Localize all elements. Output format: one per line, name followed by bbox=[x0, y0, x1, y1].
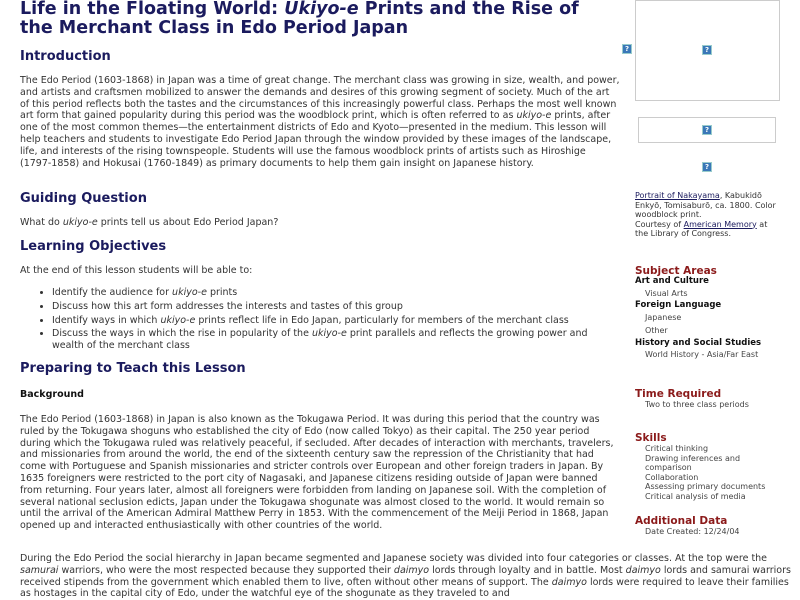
list-item: • Identify the audience for ukiyo-e prints bbox=[52, 287, 622, 299]
subject-item: World History - Asia/Far East bbox=[645, 350, 759, 359]
objectives-lead: At the end of this lesson students will be able to: bbox=[20, 265, 253, 276]
time-required bbox=[635, 388, 790, 410]
italic: ukiyo-e bbox=[516, 110, 552, 122]
background-text: The Edo Period (1603-1868) in Japan is also known as the Tokugawa Period. It was during this period that the country was ruled by the Tokugawa shoguns who established the city of Edo (now called Tokyo) as their capital. The 250 year period during which the Tokugawa ruled was relatively peaceful, if secluded. After decades of interaction with merchants, travelers, and missionaries from around the world, the end of the sixteenth century saw the repression of the Christianity that had come with Portuguese and Spanish missionaries and stricter controls over European and other foreign traders in Japan. By 1635 foreigners were restricted to the port city of Nagasaki, and Japanese citizens residing outside of Japan were banned from returning. Four years later, almost all foreigners were forbidden from landing on Japanese soil. With the completion of several national seclusion edicts, Japan under the Tokugawa shogunate was almost closed to the world. It would remain so until the arrival of the American Admiral Matthew Perry in 1853. With the commencement of the Meiji Period in 1868, Japan opened up and interacted enthusiastically with other countries of the world. bbox=[20, 414, 614, 532]
text: prints tell us about Edo Period Japan? bbox=[97, 217, 279, 228]
skill-item: Collaboration bbox=[645, 472, 699, 482]
time-required-value: Two to three class periods bbox=[645, 400, 749, 409]
skill-item: Critical thinking bbox=[645, 444, 709, 453]
preparing-heading: Preparing to Teach this Lesson bbox=[20, 361, 246, 376]
broken-image-icon: ? bbox=[702, 45, 712, 55]
list-item: • Discuss how this art form addresses the interests and tastes of this group bbox=[52, 301, 622, 313]
learning-objectives-heading: Learning Objectives bbox=[20, 239, 167, 254]
broken-image-icon: ? bbox=[702, 125, 712, 135]
guiding-question-heading: Guiding Question bbox=[20, 191, 147, 206]
title-text: Life in the Floating World: bbox=[20, 0, 285, 19]
image-caption: Portrait of Nakayama, Kabukidō Enkyō, Tomisaburō, ca. 1800. Color woodblock print. Courtesy of American Memory at the Library of Congress. bbox=[635, 191, 776, 238]
time-required-heading: Time Required bbox=[635, 388, 722, 400]
broken-image-icon: ? bbox=[702, 162, 712, 172]
portrait-link[interactable]: Portrait of Nakayama bbox=[635, 191, 720, 200]
broken-image-icon: ? bbox=[622, 44, 632, 54]
subject-item: Japanese bbox=[645, 312, 682, 322]
american-memory-link[interactable]: American Memory bbox=[683, 219, 757, 229]
list-item: • Discuss the ways in which the rise in popularity of the ukiyo-e print parallels and reflects the growing power and wealth of the merchant class bbox=[52, 328, 622, 352]
subject-areas-heading: Subject Areas bbox=[635, 265, 717, 277]
subject-item: Other bbox=[645, 326, 668, 335]
skills bbox=[635, 432, 775, 501]
guiding-question-text bbox=[20, 217, 620, 229]
subject-item: Visual Arts bbox=[645, 288, 688, 298]
additional-data bbox=[635, 515, 790, 537]
additional-data-heading: Additional Data bbox=[635, 515, 728, 527]
subject-group: History and Social Studies bbox=[635, 337, 762, 348]
page-title bbox=[20, 0, 600, 38]
subject-group: Art and Culture bbox=[635, 276, 709, 286]
objectives-list bbox=[52, 287, 622, 354]
list-item: • Identify ways in which ukiyo-e prints reflect life in Edo Japan, particularly for members of the merchant class bbox=[52, 315, 622, 327]
background-subheading: Background bbox=[20, 389, 84, 400]
introduction-heading: Introduction bbox=[20, 49, 111, 64]
italic: ukiyo-e bbox=[62, 217, 98, 228]
skills-heading: Skills bbox=[635, 432, 667, 444]
skill-item: Drawing inferences and comparison bbox=[645, 453, 741, 472]
skill-item: Critical analysis of media bbox=[645, 491, 746, 501]
subject-areas bbox=[635, 265, 790, 360]
skill-item: Assessing primary documents bbox=[645, 482, 766, 491]
title-italic: Ukiyo-e bbox=[284, 0, 359, 19]
date-created: Date Created: 12/24/04 bbox=[645, 527, 740, 536]
title-text: Prints and the Rise of the Merchant Class in Edo Period Japan bbox=[20, 0, 579, 38]
text: What do bbox=[20, 217, 63, 228]
hierarchy-text: During the Edo Period the social hierarchy in Japan became segmented and Japanese society was divided into four categories or classes. At the top were the samurai warriors, who were the most respected because they supported their daimyo lords through loyalty and in battle. Most daimyo lords and samurai warriors received stipends from the government which enabled them to live, often without other means of support. The daimyo lords were required to leave their families as hostages in the capital city of Edo, under the watchful eye of the shogunate as they traveled to and bbox=[20, 553, 791, 600]
text: The Edo Period (1603-1868) in Japan was a time of great change. The merchant class was growing in size, wealth, and power, and artists and craftsmen mobilized to answer the demands and desires of this growing segment of society. Much of the art of this period reflects both the tastes and the circumstances of this increasingly powerful class. Perhaps the most well known art form that gained popularity during this period was the woodblock print, which is often referred to as bbox=[20, 75, 620, 122]
text: prints, after one of the most common themes—the entertainment districts of Edo and Kyoto—presented in the medium. This lesson will help teachers and students to investigate Edo Period Japan through the window provided by these images of the landscape, life, and interests of the rising townspeople. Students will use the famous woodblock prints of artists such as Hiroshige (1797-1858) and Hokusai (1760-1849) as primary documents to help them gain insight on Japanese history. bbox=[20, 110, 612, 169]
introduction-text bbox=[20, 75, 620, 169]
subject-group: Foreign Language bbox=[635, 300, 722, 310]
